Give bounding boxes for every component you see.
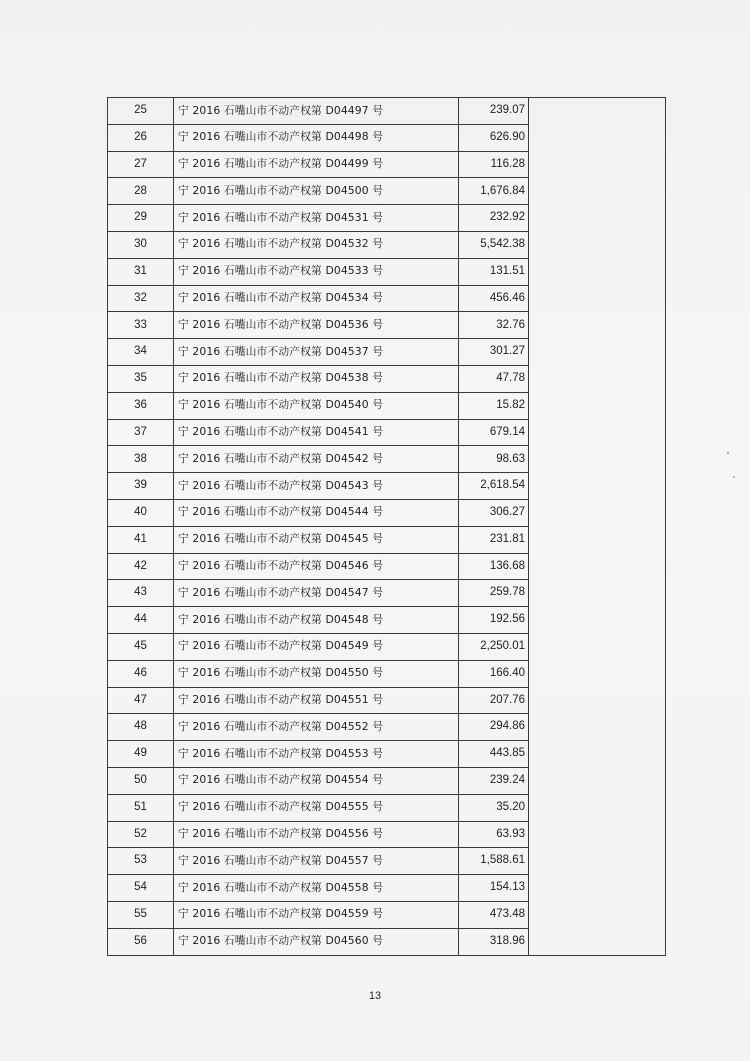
table-row: [108, 526, 666, 553]
row-number: 26: [108, 124, 174, 151]
area-value: 154.13: [459, 875, 529, 902]
scan-speck: [727, 452, 729, 454]
table-row: [108, 767, 666, 794]
certificate-number: 宁 2016 石嘴山市不动产权第 D04554 号: [174, 767, 459, 794]
area-value: 2,250.01: [459, 633, 529, 660]
row-number: 50: [108, 767, 174, 794]
table-row: [108, 875, 666, 902]
remarks-cell: [529, 285, 666, 312]
table-row: [108, 633, 666, 660]
certificate-number: 宁 2016 石嘴山市不动产权第 D04540 号: [174, 392, 459, 419]
certificate-number: 宁 2016 石嘴山市不动产权第 D04532 号: [174, 231, 459, 258]
remarks-cell: [529, 687, 666, 714]
table-row: [108, 499, 666, 526]
area-value: 131.51: [459, 258, 529, 285]
remarks-cell: [529, 473, 666, 500]
remarks-cell: [529, 151, 666, 178]
page-number: 13: [368, 990, 382, 1002]
area-value: 98.63: [459, 446, 529, 473]
area-value: 35.20: [459, 794, 529, 821]
table-row: [108, 848, 666, 875]
remarks-cell: [529, 875, 666, 902]
row-number: 43: [108, 580, 174, 607]
certificate-number: 宁 2016 石嘴山市不动产权第 D04545 号: [174, 526, 459, 553]
row-number: 28: [108, 178, 174, 205]
table-row: [108, 419, 666, 446]
certificate-number: 宁 2016 石嘴山市不动产权第 D04541 号: [174, 419, 459, 446]
remarks-cell: [529, 392, 666, 419]
certificate-number: 宁 2016 石嘴山市不动产权第 D04549 号: [174, 633, 459, 660]
certificate-number: 宁 2016 石嘴山市不动产权第 D04553 号: [174, 741, 459, 768]
remarks-cell: [529, 499, 666, 526]
area-value: 259.78: [459, 580, 529, 607]
table-row: [108, 901, 666, 928]
remarks-cell: [529, 178, 666, 205]
area-value: 166.40: [459, 660, 529, 687]
row-number: 33: [108, 312, 174, 339]
area-value: 47.78: [459, 365, 529, 392]
table-row: [108, 258, 666, 285]
certificate-number: 宁 2016 石嘴山市不动产权第 D04548 号: [174, 607, 459, 634]
table-row: [108, 607, 666, 634]
row-number: 36: [108, 392, 174, 419]
area-value: 239.07: [459, 98, 529, 125]
certificate-number: 宁 2016 石嘴山市不动产权第 D04546 号: [174, 553, 459, 580]
area-value: 232.92: [459, 205, 529, 232]
area-value: 1,588.61: [459, 848, 529, 875]
certificate-number: 宁 2016 石嘴山市不动产权第 D04551 号: [174, 687, 459, 714]
area-value: 473.48: [459, 901, 529, 928]
table-row: [108, 580, 666, 607]
table-row: [108, 446, 666, 473]
certificate-number: 宁 2016 石嘴山市不动产权第 D04560 号: [174, 928, 459, 955]
table-row: [108, 151, 666, 178]
row-number: 35: [108, 365, 174, 392]
certificate-number: 宁 2016 石嘴山市不动产权第 D04550 号: [174, 660, 459, 687]
remarks-cell: [529, 258, 666, 285]
area-value: 306.27: [459, 499, 529, 526]
table-row: [108, 98, 666, 125]
remarks-cell: [529, 124, 666, 151]
certificate-number: 宁 2016 石嘴山市不动产权第 D04498 号: [174, 124, 459, 151]
area-value: 136.68: [459, 553, 529, 580]
certificate-number: 宁 2016 石嘴山市不动产权第 D04556 号: [174, 821, 459, 848]
table-row: [108, 178, 666, 205]
area-value: 679.14: [459, 419, 529, 446]
row-number: 27: [108, 151, 174, 178]
remarks-cell: [529, 339, 666, 366]
table-row: [108, 741, 666, 768]
row-number: 29: [108, 205, 174, 232]
row-number: 55: [108, 901, 174, 928]
remarks-cell: [529, 205, 666, 232]
table-row: [108, 660, 666, 687]
certificate-number: 宁 2016 石嘴山市不动产权第 D04543 号: [174, 473, 459, 500]
area-value: 15.82: [459, 392, 529, 419]
area-value: 116.28: [459, 151, 529, 178]
area-value: 1,676.84: [459, 178, 529, 205]
row-number: 44: [108, 607, 174, 634]
table-row: [108, 928, 666, 955]
table-row: [108, 365, 666, 392]
area-value: 207.76: [459, 687, 529, 714]
table-row: [108, 205, 666, 232]
table-row: [108, 231, 666, 258]
row-number: 31: [108, 258, 174, 285]
remarks-cell: [529, 928, 666, 955]
certificate-number: 宁 2016 石嘴山市不动产权第 D04538 号: [174, 365, 459, 392]
table-row: [108, 392, 666, 419]
remarks-cell: [529, 660, 666, 687]
table-row: [108, 714, 666, 741]
certificate-number: 宁 2016 石嘴山市不动产权第 D04557 号: [174, 848, 459, 875]
table-row: [108, 124, 666, 151]
area-value: 192.56: [459, 607, 529, 634]
table-row: [108, 312, 666, 339]
row-number: 56: [108, 928, 174, 955]
row-number: 42: [108, 553, 174, 580]
remarks-cell: [529, 633, 666, 660]
remarks-cell: [529, 901, 666, 928]
row-number: 54: [108, 875, 174, 902]
remarks-cell: [529, 821, 666, 848]
row-number: 40: [108, 499, 174, 526]
row-number: 34: [108, 339, 174, 366]
remarks-cell: [529, 365, 666, 392]
area-value: 5,542.38: [459, 231, 529, 258]
area-value: 294.86: [459, 714, 529, 741]
area-value: 231.81: [459, 526, 529, 553]
certificate-number: 宁 2016 石嘴山市不动产权第 D04536 号: [174, 312, 459, 339]
row-number: 25: [108, 98, 174, 125]
remarks-cell: [529, 767, 666, 794]
table-row: [108, 339, 666, 366]
certificate-number: 宁 2016 石嘴山市不动产权第 D04533 号: [174, 258, 459, 285]
row-number: 32: [108, 285, 174, 312]
area-value: 32.76: [459, 312, 529, 339]
remarks-cell: [529, 580, 666, 607]
certificate-number: 宁 2016 石嘴山市不动产权第 D04537 号: [174, 339, 459, 366]
remarks-cell: [529, 741, 666, 768]
table-body: [108, 98, 666, 956]
remarks-cell: [529, 848, 666, 875]
row-number: 47: [108, 687, 174, 714]
scan-speck: [733, 476, 735, 478]
table-row: [108, 285, 666, 312]
certificate-number: 宁 2016 石嘴山市不动产权第 D04531 号: [174, 205, 459, 232]
row-number: 38: [108, 446, 174, 473]
row-number: 49: [108, 741, 174, 768]
remarks-cell: [529, 526, 666, 553]
row-number: 41: [108, 526, 174, 553]
certificate-number: 宁 2016 石嘴山市不动产权第 D04555 号: [174, 794, 459, 821]
table-row: [108, 687, 666, 714]
row-number: 37: [108, 419, 174, 446]
property-certificate-table: [107, 97, 666, 956]
remarks-cell: [529, 794, 666, 821]
remarks-cell: [529, 98, 666, 125]
certificate-number: 宁 2016 石嘴山市不动产权第 D04552 号: [174, 714, 459, 741]
area-value: 301.27: [459, 339, 529, 366]
row-number: 53: [108, 848, 174, 875]
certificate-number: 宁 2016 石嘴山市不动产权第 D04534 号: [174, 285, 459, 312]
certificate-number: 宁 2016 石嘴山市不动产权第 D04558 号: [174, 875, 459, 902]
row-number: 30: [108, 231, 174, 258]
table-row: [108, 473, 666, 500]
certificate-number: 宁 2016 石嘴山市不动产权第 D04544 号: [174, 499, 459, 526]
table-row: [108, 553, 666, 580]
certificate-number: 宁 2016 石嘴山市不动产权第 D04547 号: [174, 580, 459, 607]
remarks-cell: [529, 714, 666, 741]
area-value: 2,618.54: [459, 473, 529, 500]
area-value: 626.90: [459, 124, 529, 151]
row-number: 46: [108, 660, 174, 687]
certificate-number: 宁 2016 石嘴山市不动产权第 D04497 号: [174, 98, 459, 125]
remarks-cell: [529, 419, 666, 446]
certificate-number: 宁 2016 石嘴山市不动产权第 D04499 号: [174, 151, 459, 178]
row-number: 39: [108, 473, 174, 500]
row-number: 45: [108, 633, 174, 660]
certificate-number: 宁 2016 石嘴山市不动产权第 D04542 号: [174, 446, 459, 473]
row-number: 52: [108, 821, 174, 848]
area-value: 456.46: [459, 285, 529, 312]
certificate-number: 宁 2016 石嘴山市不动产权第 D04559 号: [174, 901, 459, 928]
area-value: 318.96: [459, 928, 529, 955]
remarks-cell: [529, 446, 666, 473]
row-number: 48: [108, 714, 174, 741]
table-row: [108, 821, 666, 848]
area-value: 443.85: [459, 741, 529, 768]
remarks-cell: [529, 231, 666, 258]
remarks-cell: [529, 553, 666, 580]
area-value: 63.93: [459, 821, 529, 848]
remarks-cell: [529, 607, 666, 634]
area-value: 239.24: [459, 767, 529, 794]
row-number: 51: [108, 794, 174, 821]
table-row: [108, 794, 666, 821]
certificate-number: 宁 2016 石嘴山市不动产权第 D04500 号: [174, 178, 459, 205]
remarks-cell: [529, 312, 666, 339]
